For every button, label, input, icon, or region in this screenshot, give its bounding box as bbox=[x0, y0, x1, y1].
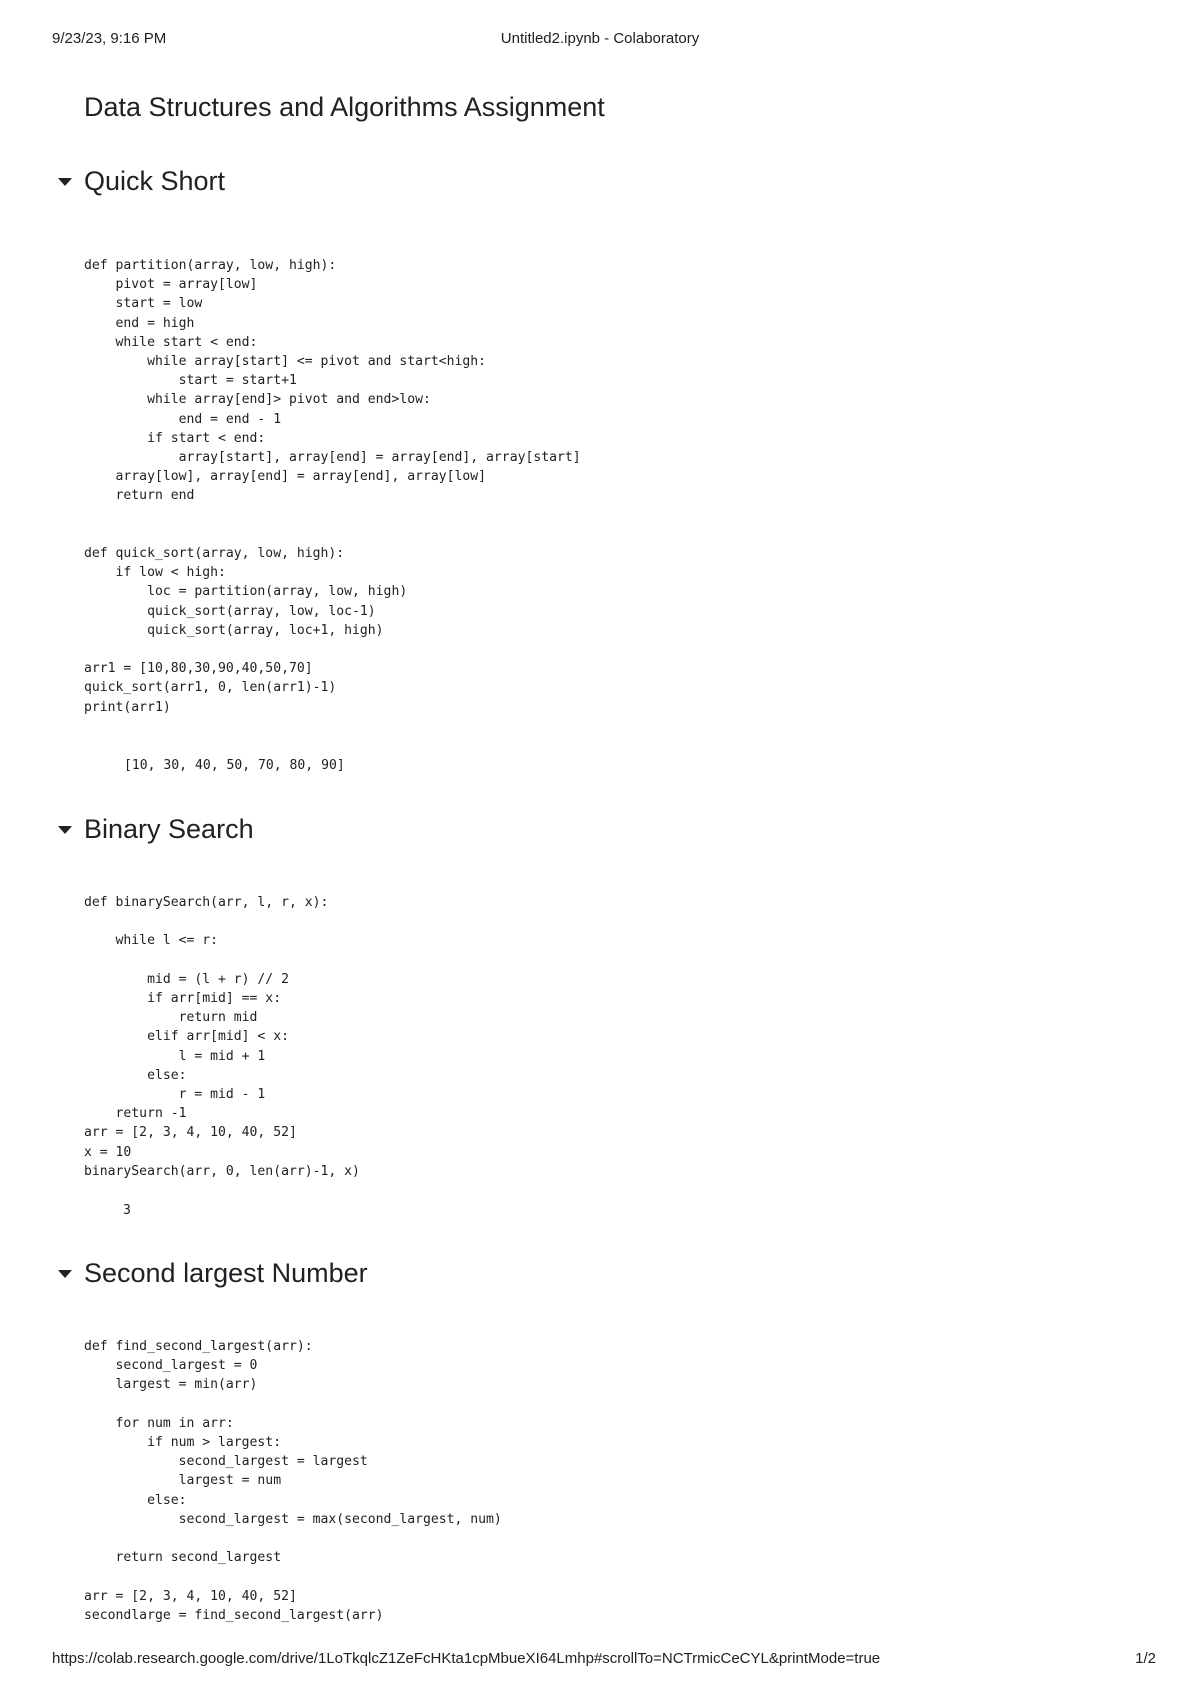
notebook-title: Data Structures and Algorithms Assignment bbox=[84, 92, 605, 122]
cell-output-quick-sort: [10, 30, 40, 50, 70, 80, 90] bbox=[124, 758, 345, 773]
collapse-caret-icon[interactable] bbox=[58, 178, 72, 186]
print-date: 9/23/23, 9:16 PM bbox=[52, 30, 167, 47]
collapse-caret-icon[interactable] bbox=[58, 1270, 72, 1278]
section-heading-text: Second largest Number bbox=[84, 1258, 368, 1288]
section-heading-text: Binary Search bbox=[84, 814, 254, 844]
print-url: https://colab.research.google.com/drive/1LoTkqlcZ1ZeFcHKta1cpMbueXI64Lmhp#scrollTo=NCTrmicCeCYL&printMode=true bbox=[52, 1650, 881, 1667]
code-cell-binary-search[interactable]: def binarySearch(arr, l, r, x): while l <= r: mid = (l + r) // 2 if arr[mid] == x: return mid elif arr[mid] < x: l = mid + 1 else: r = mid - 1 return -1 arr = [2, 3, 4, 10, 40, 52] x = 10 binarySearch(arr, 0, len(arr)-1, x) bbox=[84, 895, 360, 1179]
code-cell-quick-sort[interactable]: def partition(array, low, high): pivot = array[low] start = low end = high while start < end: while array[start] <= pivot and start<high: start = start+1 while array[end]> pivot and end>low: end = end - 1 if start < end: array[start], array[end] = array[end], array[start] array[low], array[end] = array[end], array[low] return end def quick_sort(array, low, high): if low < high: loc = partition(array, low, high) quick_sort(array, low, loc-1) quick_sort(array, loc+1, high) arr1 = [10,80,30,90,40,50,70] quick_sort(arr1, 0, len(arr1)-1) print(arr1) bbox=[84, 258, 581, 715]
print-page-number: 1/2 bbox=[1135, 1650, 1156, 1667]
section-heading-binary-search[interactable] bbox=[58, 814, 254, 845]
section-heading-second-largest[interactable] bbox=[58, 1258, 368, 1289]
collapse-caret-icon[interactable] bbox=[58, 826, 72, 834]
cell-output-binary-search: 3 bbox=[123, 1203, 131, 1218]
print-page-title: Untitled2.ipynb - Colaboratory bbox=[500, 30, 700, 47]
code-cell-second-largest[interactable]: def find_second_largest(arr): second_largest = 0 largest = min(arr) for num in arr: if num > largest: second_largest = largest largest = num else: second_largest = max(second_largest, num) return second_largest arr = [2, 3, 4, 10, 40, 52] secondlarge = find_second_largest(arr) bbox=[84, 1339, 502, 1623]
section-heading-quick-short[interactable] bbox=[58, 166, 225, 197]
section-heading-text: Quick Short bbox=[84, 166, 226, 196]
